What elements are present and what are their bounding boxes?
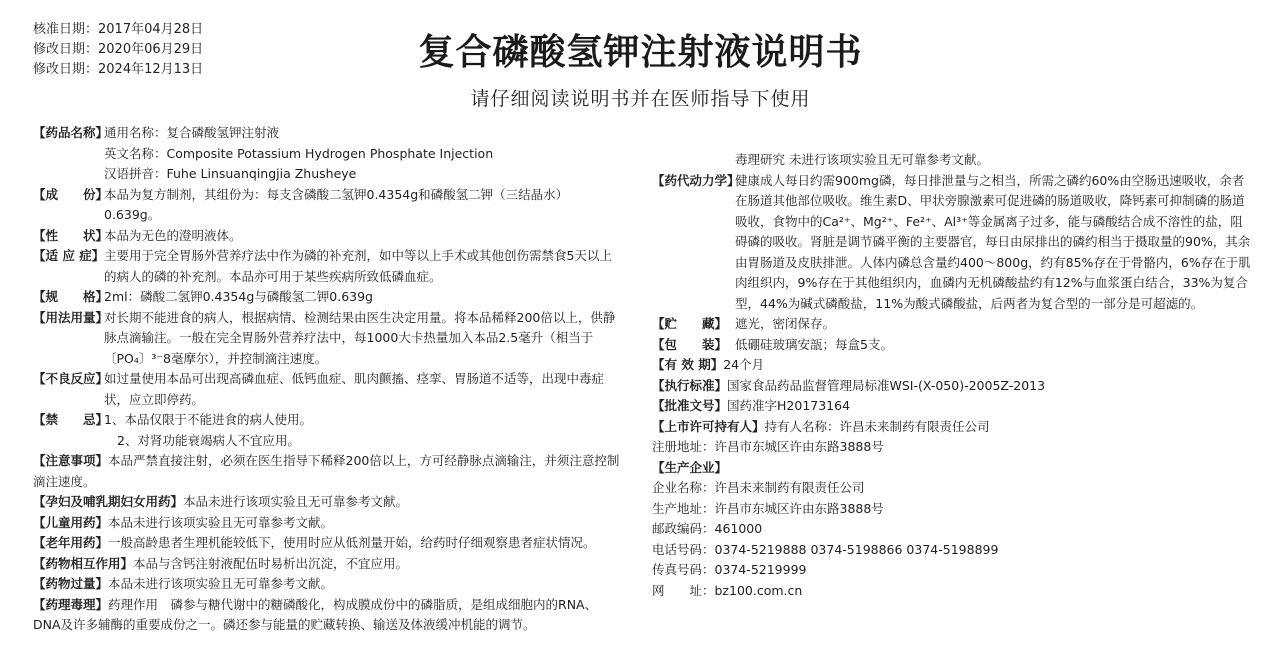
pregnancy-label: 【孕妇及哺乳期妇女用药】 [33,494,184,509]
pharmacology-label: 【药理毒理】 [33,596,109,612]
section-overdose [33,574,623,595]
section-pregnancy [33,492,623,513]
section-elderly [33,533,623,554]
holder-address: 注册地址：许昌市东城区许由东路3888号 [652,439,884,454]
validity-label: 【有 效 期】 [652,357,724,372]
composition-text: 本品为复方制剂，其组份为：每支含磷酸二氢钾0.4354g和磷酸氢二钾（三结晶水）0.639g。 [104,186,569,222]
adverse-label: 【不良反应】 [33,371,109,386]
character-text: 本品为无色的澄明液体。 [104,227,242,243]
right-column [652,150,1252,601]
overdose-label: 【药物过量】 [33,576,109,591]
section-standard [652,376,1252,397]
approval-label: 【批准文号】 [652,398,728,413]
contraindication-1: 1、本品仅限于不能进食的病人使用。 [104,412,312,427]
interaction-text: 本品与含钙注射液配伍时易析出沉淀，不宜应用。 [133,555,409,571]
section-validity [652,355,1252,376]
section-children [33,513,623,534]
storage-label: 【贮 藏】 [652,316,728,331]
manufacturer-address: 生产地址：许昌市东城区许由东路3888号 [652,500,884,516]
caution-label: 【注意事项】 [33,453,109,468]
name-generic: 通用名称：复合磷酸氢钾注射液 [104,125,280,140]
section-package [652,335,1252,356]
storage-text: 遮光，密闭保存。 [735,316,836,331]
modified-date-1: 修改日期：2020年06月29日 [33,42,204,57]
section-interaction [33,554,623,575]
elderly-text: 一般高龄患者生理机能较低下，使用时应从低剂量开始，给药时仔细观察患者症状情况。 [108,535,596,550]
section-pharmacokinetics [652,171,1252,315]
modified-date-2: 修改日期：2024年12月13日 [33,62,204,77]
package-label: 【包 装】 [652,336,728,352]
section-adverse [33,369,623,410]
name-label: 【药品名称】 [33,125,109,140]
usage-text: 对长期不能进食的病人，根据病情、检测结果由医生决定用量。将本品稀释200倍以上，供静脉点滴输注。一般在完全胃肠外营养疗法中，每1000大卡热量加入本品2.5毫升（相当于〔PO₄〕³⁻8毫摩尔），并控制滴注速度。 [104,309,616,366]
holder-name: 持有人名称：许昌未来制药有限责任公司 [764,418,990,434]
website: 网 址：bz100.com.cn [652,582,803,598]
section-name [33,123,623,144]
name-pinyin: 汉语拼音：Fuhe Linsuanqingjia Zhusheye [104,166,357,181]
indication-text: 主要用于完全胃肠外营养疗法中作为磷的补充剂，如中等以上手术或其他创伤需禁食5天以上的病人的磷的补充剂。本品亦可用于某些疾病所致低磷血症。 [104,248,612,284]
standard-text: 国家食品药品监督管理局标准WSI-(X-050)-2005Z-2013 [727,377,1046,393]
caution-text: 本品严禁直接注射，必须在医生指导下稀释200倍以上，方可经静脉点滴输注，并须注意控制滴注速度。 [33,453,620,489]
phone-numbers: 电话号码：0374-5219888 0374-5198866 0374-5198899 [652,541,999,557]
document-title: 复合磷酸氢钾注射液说明书 [418,32,863,73]
spec-text: 2ml：磷酸二氢钾0.4354g与磷酸氢二钾0.639g [104,289,373,304]
section-contraindication [33,410,623,431]
section-spec [33,287,623,308]
standard-label: 【执行标准】 [652,377,728,393]
adverse-text: 如过量使用本品可出现高磷血症、低钙血症、肌肉颤搐、痉挛、胃肠道不适等，出现中毒症状，应立即停药。 [104,371,605,407]
children-label: 【儿童用药】 [33,514,109,530]
section-storage [652,314,1252,335]
section-character [33,226,623,247]
document-subtitle: 请仔细阅读说明书并在医师指导下使用 [470,88,811,110]
section-holder [652,417,1252,438]
character-label: 【性 状】 [33,227,109,243]
indication-label: 【适 应 症】 [33,248,105,263]
children-text: 本品未进行该项实验且无可靠参考文献。 [108,514,334,530]
holder-label: 【上市许可持有人】 [652,418,765,434]
pregnancy-text: 本品未进行该项实验且无可靠参考文献。 [183,494,409,509]
interaction-label: 【药物相互作用】 [33,555,134,571]
section-indication [33,246,623,287]
postcode: 邮政编码：461000 [652,521,763,536]
section-caution [33,451,623,492]
package-text: 低硼硅玻璃安瓿；每盒5支。 [735,336,893,352]
elderly-label: 【老年用药】 [33,535,109,550]
section-pharmacology [33,595,623,636]
section-approval [652,396,1252,417]
pharmacokinetics-text: 健康成人每日约需900mg磷，每日排泄量与之相当，所需之磷约60%由空肠迅速吸收，余者在肠道其他部位吸收。维生素D、甲状旁腺激素可促进磷的肠道吸收，降钙素可抑制磷的肠道吸收，食物中的Ca²⁺、Mg²⁺、Fe²⁺、Al³⁺等金属离子过多，能与磷酸结合成不溶性的盐，阻碍磷的吸收。肾脏是调节磷平衡的主要器官，每日由尿排出的磷约相当于摄取量的90%，其余由胃肠道及皮肤排泄。人体内磷总含量约400～800g，约有85%存在于骨骼内，6%存在于肌肉组织内，9%存在于其他组织内，血磷内无机磷酸盐约有12%与血浆蛋白结合，33%为复合型，44%为碱式磷酸盐，11%为酸式磷酸盐，后两者为复合型的一部分是可超滤的。 [735,172,1251,311]
manufacturer-label: 【生产企业】 [652,459,728,475]
section-usage [33,308,623,370]
toxicology-text: 毒理研究 未进行该项实验且无可靠参考文献。 [735,152,989,167]
name-english: 英文名称：Composite Potassium Hydrogen Phosphate Injection [104,145,494,161]
pharmacokinetics-label: 【药代动力学】 [652,172,740,188]
spec-label: 【规 格】 [33,289,109,304]
contraindication-2: 2、对肾功能衰竭病人不宜应用。 [117,432,300,448]
left-column [33,123,623,636]
approval-text: 国药准字H20173164 [727,398,851,413]
usage-label: 【用法用量】 [33,309,109,325]
overdose-text: 本品未进行该项实验且无可靠参考文献。 [108,576,334,591]
composition-label: 【成 份】 [33,186,109,202]
pharmacology-text: 药理作用 磷参与糖代谢中的糖磷酸化，构成膜成份中的磷脂质，是组成细胞内的RNA、DNA及许多辅酶的重要成份之一。磷还参与能量的贮藏转换、输送及体液缓冲机能的调节。 [33,596,598,632]
approved-date: 核准日期：2017年04月28日 [33,22,204,37]
section-composition [33,185,623,226]
validity-text: 24个月 [723,357,765,372]
fax-number: 传真号码：0374-5219999 [652,562,807,577]
contraindication-label: 【禁 忌】 [33,412,109,427]
manufacturer-name: 企业名称：许昌未来制药有限责任公司 [652,480,865,495]
